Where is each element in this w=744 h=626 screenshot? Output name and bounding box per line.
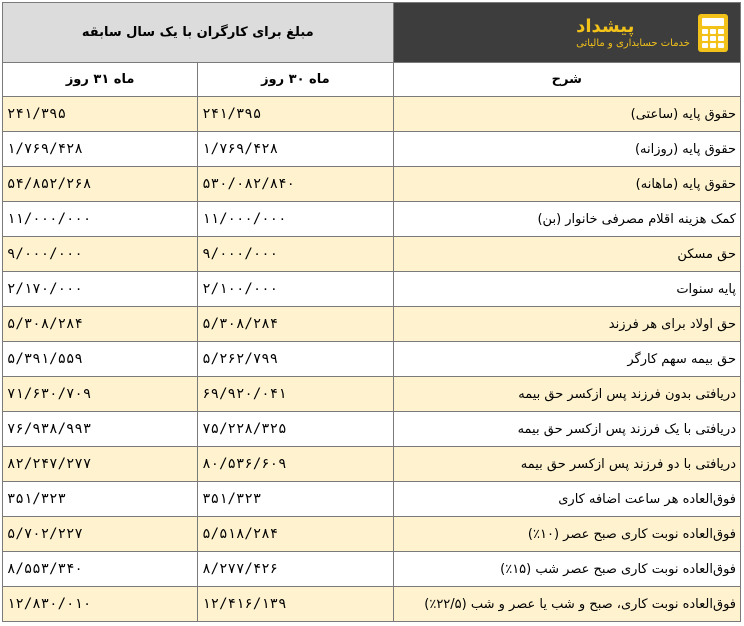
logo-cell	[393, 3, 740, 63]
cell-month-31: ۱۲/۸۳۰/۰۱۰	[3, 587, 198, 622]
cell-description: حقوق پایه (ماهانه)	[393, 167, 740, 202]
table-header-group-row	[3, 3, 741, 63]
table-row	[3, 377, 741, 412]
table-row	[3, 517, 741, 552]
cell-description: حق بیمه سهم کارگر	[393, 342, 740, 377]
cell-month-30: ۱۱/۰۰۰/۰۰۰	[198, 202, 393, 237]
cell-month-30: ۷۵/۲۲۸/۳۲۵	[198, 412, 393, 447]
cell-month-31: ۵/۳۹۱/۵۵۹	[3, 342, 198, 377]
cell-month-30: ۵/۵۱۸/۲۸۴	[198, 517, 393, 552]
table-row	[3, 237, 741, 272]
cell-month-31: ۲/۱۷۰/۰۰۰	[3, 272, 198, 307]
brand-name: پیشداد	[576, 15, 635, 37]
cell-month-31: ۵/۳۰۸/۲۸۴	[3, 307, 198, 342]
table-row	[3, 552, 741, 587]
cell-month-31: ۵/۷۰۲/۲۲۷	[3, 517, 198, 552]
salary-table-container	[2, 2, 741, 623]
header-description: شرح	[393, 63, 740, 97]
header-month-31: ماه ۳۱ روز	[3, 63, 198, 97]
cell-month-30: ۵/۲۶۲/۷۹۹	[198, 342, 393, 377]
cell-month-31: ۹/۰۰۰/۰۰۰	[3, 237, 198, 272]
cell-description: حقوق پایه (روزانه)	[393, 132, 740, 167]
table-row	[3, 587, 741, 622]
cell-description: حقوق پایه (ساعتی)	[393, 97, 740, 132]
table-row	[3, 342, 741, 377]
salary-table	[2, 2, 741, 622]
table-header-row	[3, 63, 741, 97]
calculator-icon	[698, 14, 728, 52]
cell-description: حق مسکن	[393, 237, 740, 272]
cell-description: فوق‌العاده نوبت کاری صبح عصر (۱۰٪)	[393, 517, 740, 552]
cell-month-31: ۲۴۱/۳۹۵	[3, 97, 198, 132]
brand-subtitle: خدمات حسابداری و مالیاتی	[576, 37, 690, 49]
cell-description: حق اولاد برای هر فرزند	[393, 307, 740, 342]
cell-description: دریافتی بدون فرزند پس ازکسر حق بیمه	[393, 377, 740, 412]
cell-month-31: ۱۱/۰۰۰/۰۰۰	[3, 202, 198, 237]
cell-month-30: ۳۵۱/۳۲۳	[198, 482, 393, 517]
table-row	[3, 132, 741, 167]
table-row	[3, 482, 741, 517]
table-row	[3, 447, 741, 482]
cell-month-30: ۱/۷۶۹/۴۲۸	[198, 132, 393, 167]
header-month-30: ماه ۳۰ روز	[198, 63, 393, 97]
table-row	[3, 307, 741, 342]
cell-description: کمک هزینه اقلام مصرفی خانوار (بن)	[393, 202, 740, 237]
cell-month-31: ۳۵۱/۳۲۳	[3, 482, 198, 517]
table-row	[3, 167, 741, 202]
cell-month-30: ۱۲/۴۱۶/۱۳۹	[198, 587, 393, 622]
cell-month-31: ۷۶/۹۳۸/۹۹۳	[3, 412, 198, 447]
cell-month-31: ۷۱/۶۳۰/۷۰۹	[3, 377, 198, 412]
brand-text	[576, 17, 690, 50]
cell-month-30: ۲۴۱/۳۹۵	[198, 97, 393, 132]
group-title: مبلغ برای کارگران با یک سال سابقه	[3, 3, 394, 63]
cell-description: پایه سنوات	[393, 272, 740, 307]
cell-description: فوق‌العاده هر ساعت اضافه کاری	[393, 482, 740, 517]
cell-month-31: ۸۲/۲۴۷/۲۷۷	[3, 447, 198, 482]
cell-month-30: ۶۹/۹۲۰/۰۴۱	[198, 377, 393, 412]
cell-month-31: ۱/۷۶۹/۴۲۸	[3, 132, 198, 167]
cell-month-30: ۹/۰۰۰/۰۰۰	[198, 237, 393, 272]
cell-description: دریافتی با یک فرزند پس ازکسر حق بیمه	[393, 412, 740, 447]
cell-month-31: ۵۴/۸۵۲/۲۶۸	[3, 167, 198, 202]
table-row	[3, 272, 741, 307]
table-row	[3, 202, 741, 237]
cell-month-30: ۲/۱۰۰/۰۰۰	[198, 272, 393, 307]
cell-description: دریافتی با دو فرزند پس ازکسر حق بیمه	[393, 447, 740, 482]
cell-description: فوق‌العاده نوبت کاری صبح عصر شب (۱۵٪)	[393, 552, 740, 587]
cell-month-31: ۸/۵۵۳/۳۴۰	[3, 552, 198, 587]
cell-month-30: ۵/۳۰۸/۲۸۴	[198, 307, 393, 342]
table-row	[3, 97, 741, 132]
table-row	[3, 412, 741, 447]
cell-month-30: ۵۳۰/۰۸۲/۸۴۰	[198, 167, 393, 202]
cell-month-30: ۸۰/۵۳۶/۶۰۹	[198, 447, 393, 482]
brand-logo	[576, 14, 728, 52]
cell-description: فوق‌العاده نوبت کاری، صبح و شب یا عصر و شب (۲۲/۵٪)	[393, 587, 740, 622]
cell-month-30: ۸/۲۷۷/۴۲۶	[198, 552, 393, 587]
